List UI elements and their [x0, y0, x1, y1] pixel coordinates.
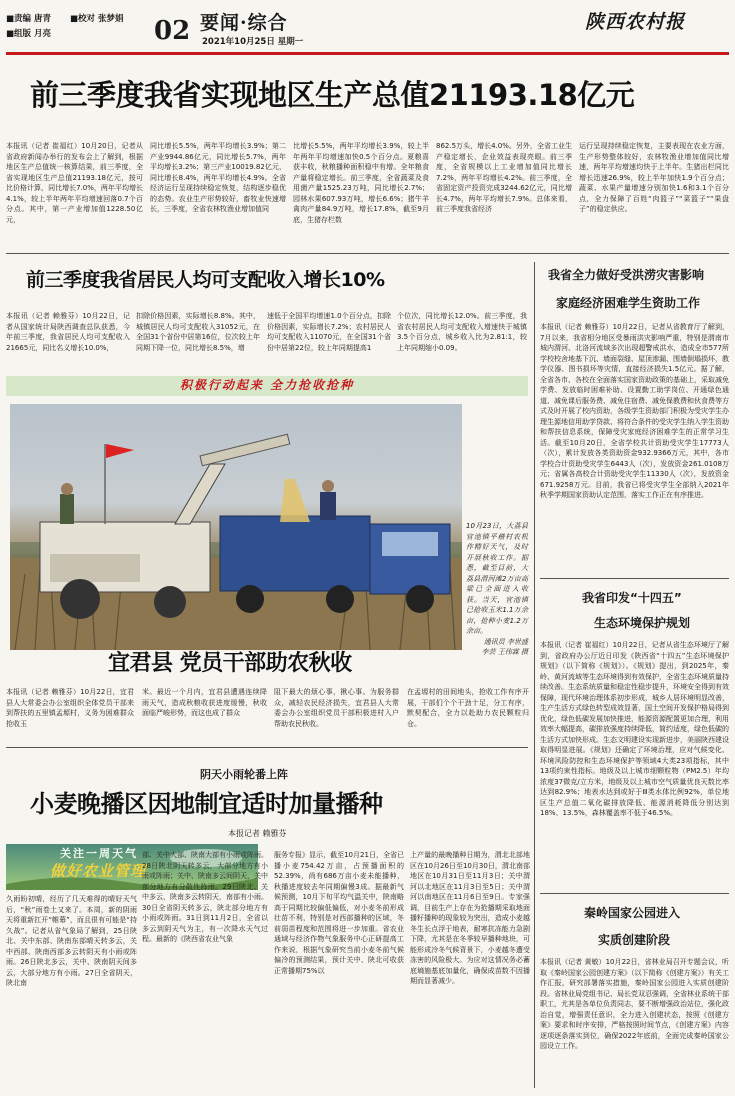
paper-logo: 陕西农村报 [585, 11, 686, 33]
proofreader-credit: ■校对 张梦娟 [70, 14, 124, 24]
eco-plan-rule [540, 893, 729, 894]
eco-plan-body: 本报讯（记者 崔福红）10月22日，记者从省生态环境厅了解到，省政府办公厅近日印发《陕西省“十四五”生态环境保护规划》（以下简称《规划》）。《规划》提出，到2025年，秦岭、黄河流域等生态环境得到有效保护，全省生态环境质量持续改善。生态系统质量和稳定性稳步提升，环境安全得到有效保障，现代环境治理体系初步形成，城乡人居环境明显改善，生产生活方式绿色转型成效显著，国土空间开发保护格局得到优化，绿色低碳发展加快推进，能源资源配置更加合理，利用效率大幅提高，碳排放强度持续降低，简约适度，绿色低碳的生活方式加快形成。生态文明建设实现新进步，美丽陕西建设取得明显进展。《规划》还确定了环境治理，应对气候变化、环境风险防控和生态环境保护等领域4大类23项指标，其中13项约束性指标。地级及以上城市细颗粒物（PM2.5）年均浓度37微克/立方米，地级及以上城市空气质量优良天数比率达到82.9%；地表水达到或好于Ⅲ类水体比例92%，单位地区生产总值二氧化碳排放降低、能源消耗降低分别达到18%、13.5%，森林覆盖率不低于46.5%。 [540, 641, 729, 817]
flood-aid-rule [540, 578, 729, 579]
wheat-byline: 本报记者 赖雅芬 [228, 829, 287, 838]
income-column-2: 扣除价格因素，实际增长8.8%。其中，城镇居民人均可支配收入31052元，在全国31个省份中居第16位，位次较上年同期下降一位，同比增长8.5%，增 [136, 312, 260, 352]
eco-plan-headline-2: 生态环境保护规划 [594, 616, 691, 630]
yichuan-column-4: 在孟塬村的田间地头，抢收工作有序开展，干部们个个干劲十足，分工有序，默契配合，全力以赴助力农民颗粒归仓。 [407, 688, 529, 728]
national-park-body: 本报讯（记者 黄敏）10月22日，省林业局召开专题会议，听取《秦岭国家公园创建方案》（以下简称《创建方案》）有关工作汇报，研究部署落实措施，秦岭国家公园进入实质创建阶段。省林业局党组书记、局长党双忍强调，全省林业系统干部职工，尤其是各单位负责同志，要不断增强政治站位，强化政治自觉，增强责任意识，全力进入创建状态，按照《创建方案》要求和时序安排，严格按照时间节点，《创建方案》内容逐项逐条落实到位，确保2022年底前，全面完成秦岭国家公园设立工作。 [540, 958, 729, 1050]
lead-column-5: 运行呈现持续稳定恢复，主要表现在农业方面，生产形势整体较好，农林牧渔业增加值同比增速，两年平均增速均快于上半年。生猪出栏同比增长迅速26.9%，较上半年加快1.9个百分点；蔬菜、水果产量增速分别加快1.6和3.1个百分点，全力保障了百姓“肉篮子”“菜篮子”“果盘子”的稳定供应。 [579, 142, 729, 213]
layout-credit: ■组版 月亮 [6, 29, 51, 39]
lead-column-4: 862.5万头，增长4.0%。另外，全省工业生产稳定增长，企业效益表现亮眼。前三季度，全省规模以上工业增加值同比增长7.2%，两年平均增长4.2%。前三季度，全省固定资产投资完成3244.62亿元，同比增长4.7%，两年平均增长7.9%。总体来看，前三季度我省经济 [436, 142, 572, 213]
masthead-rule [6, 52, 729, 55]
national-park-headline-2: 实质创建阶段 [598, 933, 671, 947]
harvest-scene [10, 404, 462, 650]
banner-slogan: 积极行动起来 全力抢收抢种 [179, 378, 355, 392]
wheat-column-2: 部、关中大部、陕南大部有小雨或阵雨。28日陕北阴天转多云，大部分地方有小雨或阵雨；关中、陕南多云间阴天，关中部分地方有分散性阵雨。29日陕北、关中多云，陕南多云转阴天，南部有小雨。30日全省阴天转多云，陕北部分地方有小雨或阵雨。31日到11月2日，全省以多云到阴天气为主，有一次降水天气过程。最新的《陕西省农业气象 [142, 851, 268, 943]
flood-aid-headline-1: 我省全力做好受洪涝灾害影响 [548, 268, 705, 282]
section-name: 要闻·综合 [200, 12, 288, 34]
lead-headline: 前三季度我省实现地区生产总值21193.18亿元 [30, 78, 635, 112]
issue-date: 2021年10月25日 星期一 [202, 37, 304, 47]
wheat-column-4: 上产量的最晚播种日期为，渭北北部地区在10月26日至10月30日，渭北南部地区在10月31日至11月3日；关中渭河以北地区在11月3日至5日；关中渭河以南地区在11月6日至9日。专家强调，目前生产上存在为抢播期采取地面播籽播种的现象较为突出，造成小麦越冬生长点浮于地表，耐寒抗冻能力急剧下降，尤其是在冬季较早播种地块，可能形成冷冬气候背景下，小麦越冬遭受冻害的风险极大。为应对这情况务必蓄底墒施基底加量化，确保成苗数不因播期而显著减少。 [410, 851, 530, 985]
harvest-photo [10, 404, 462, 650]
yichuan-rule [6, 747, 528, 748]
wheat-column-1: 久雨盼初晴，经历了几天难得的晴好天气后，“秋”雨卷土又来了。本周，新的阴雨天将重新扛开“帷幕”，而且很有可能是“持久战”。记者从省气象局了解到，25日陕北、关中东部、陕南东部晴天转多云，关中西部、陕南西部多云转阴天有小雨或阵雨。26日陕北多云，关中、陕南阴天间多云，大部分地方有小雨。27日全省阴天，陕北南 [6, 895, 137, 987]
right-column-divider [534, 262, 535, 1088]
weather-graphic-line-2: 做好农业管理 [50, 862, 147, 880]
lead-column-3: 比增长5.5%，两年平均增长3.9%，较上半年两年平均增速加快0.5个百分点。夏粮喜获丰收，秋粮播种面积稳中有增。全年粮食产量将稳定增长。前三季度，全省蔬菜及食用菌产量1525.23万吨，同比增长2.7%；园林水果607.93万吨，增长6.6%；猪牛羊禽肉产量84.9万吨，增长17.8%，截至9月底，生猪存栏数 [293, 142, 429, 224]
lead-column-2: 同比增长5.5%，两年平均增长3.9%；第二产业9944.86亿元，同比增长5.7%，两年平均增长3.2%；第三产业10019.82亿元，同比增长8.4%，两年平均增长4.9%。全省经济运行呈现持续稳定恢复，结构逐步稳优的态势。农业生产形势较好，畜牧业快速增长，三季度，全省农林牧渔业增加值同 [150, 142, 286, 213]
weather-graphic-line-1: 关注一周天气 [60, 847, 138, 860]
yichuan-column-3: 阻下最大的烦心事，揪心事。为服务群众，减轻农民经济损失，宜君县人大常委会办公室组织党员干部积极进村入户帮助农民秋收。 [274, 688, 399, 728]
photo-credit-2: 李芸 王伟霖 摄 [481, 648, 528, 656]
wheat-column-3: 服务专报》显示，截至10月21日，全省已播小麦754.42万亩，占预播面积的52.39%，尚有686万亩小麦未能播种，秋播进度较去年同期偏慢3成。据最新气候预测，10月下旬平均气温关中，陕南略高于同期比较偏低偏低，对小麦冬前形成壮苗不利，特别是对西部播种的区域，冬前弱苗程度和范围将进一步加重。省农业通域与经济作物气象服务中心正研提高工作来说，根据气象研究当前小麦冬前气候偏冷的预测结果，预计关中、陕北可收获正常播期75%以 [274, 851, 404, 975]
wheat-kicker: 阴天小雨轮番上阵 [200, 768, 288, 781]
yichuan-column-2: 米。最近一个月内，宜君县遭遇连续降雨天气，造成秋粮收获进度缓慢，秋收面临严峻形势，而这也成了群众 [142, 688, 267, 717]
photo-caption-text: 10月23日，大荔县官池镇平稽村农机作精好天气，及时开展秋收工作。据悉，截至目前，大荔县渭河滩2万亩高粱已全面进入收获。当天，宜池镇已抢收玉米1.1万余亩，抢种小麦1.2万余亩。 [466, 522, 528, 635]
flood-aid-body: 本报讯（记者 赖雅芬）10月22日，记者从省教育厅了解到，7月以来，我省相分地区受暴雨洪灾影响严重，特别是渭南市城内渭河、北洛河流域多次出现超警戒洪水，造成全市577所学校校舍地基下沉、墙面裂缝、屋顶渗漏、围墙倒塌损坏，教学仪器、图书损坏等灾情，直接经济损失1.5亿元。据了解，全省各市、各校在全面落实国家资助政策的基础上，采取减免学费、发放临时困难补助、设置勤工助学岗位、开通绿色通道、减免课后服务费、减免住宿费、减免保教费和伙食费等方式及时开展了校内资助，各级学生资助部门积极为受灾学生办理生源地信用助学贷款、将符合条件的受灾学生纳入学生资助和帮扶信息系统，保障受灾家庭经济困难学生的正常学习生活。截至10月20日，全省学校共计资助受灾学生17773人（次），累计发放各类资助资金932.9366万元，其中，各市学校合计资助受灾学生6443人（次），发放资金261.0108万元；省属各高校合计资助受灾学生11330人（次），发放资金671.9258万元。目前，我省已将受灾学生全部纳入2021年秋季学期国家资助认定范围，落实工作正在有序推进。 [540, 323, 729, 499]
wheat-headline: 小麦晚播区因地制宜适时加量播种 [30, 790, 383, 818]
income-column-4: 个位次，同比增长12.0%。前三季度，我省农村居民人均可支配收入增速快于城镇3.5个百分点，城乡收入比为2.81:1，较上年同期缩小0.09。 [397, 312, 527, 352]
page-number: 02 [154, 16, 191, 46]
lead-column-1: 本报讯（记者 崔福红）10月20日，记者从省政府新闻办举行的发布会上了解到，根据地区生产总值统一核算结果，前三季度，全省实现地区生产总值21193.18亿元，按可比价格计算，同比增长7.0%，两年平均增长4.1%，较上半年两年平均增速回落0.7个百分点。其中，第一产业增加值1228.50亿元， [6, 142, 143, 224]
income-column-1: 本报讯（记者 赖雅芬）10月22日，记者从国家统计局陕西调查总队获悉，今年前三季度，我省居民人均可支配收入21665元，同比名义增长10.0%， [6, 312, 130, 352]
income-headline: 前三季度我省居民人均可支配收入增长10% [26, 269, 385, 291]
eco-plan-headline-1: 我省印发“十四五” [582, 591, 682, 605]
income-column-3: 速低于全国平均增速1.0个百分点，扣除价格因素，实际增长7.2%；农村居民人均可支配收入11070元，在全国31个省份中居第22位，较上年同期提高1 [267, 312, 391, 352]
national-park-headline-1: 秦岭国家公园进入 [584, 906, 681, 920]
flood-aid-headline-2: 家庭经济困难学生资助工作 [556, 296, 701, 310]
photo-caption [466, 521, 528, 658]
yichuan-column-1: 本报讯（记者 赖雅芬）10月22日，宜君县人大常委会办公室组织全体党员干部来到帮扶的五里镇孟塬村，义务为困难群众抢收玉 [6, 688, 134, 728]
editor-credit: ■责编 唐青 [6, 14, 51, 24]
photo-credit-1: 通讯员 李世盛 [483, 637, 528, 646]
yichuan-headline: 宜君县 党员干部助农秋收 [108, 651, 352, 676]
lead-rule [6, 253, 729, 254]
